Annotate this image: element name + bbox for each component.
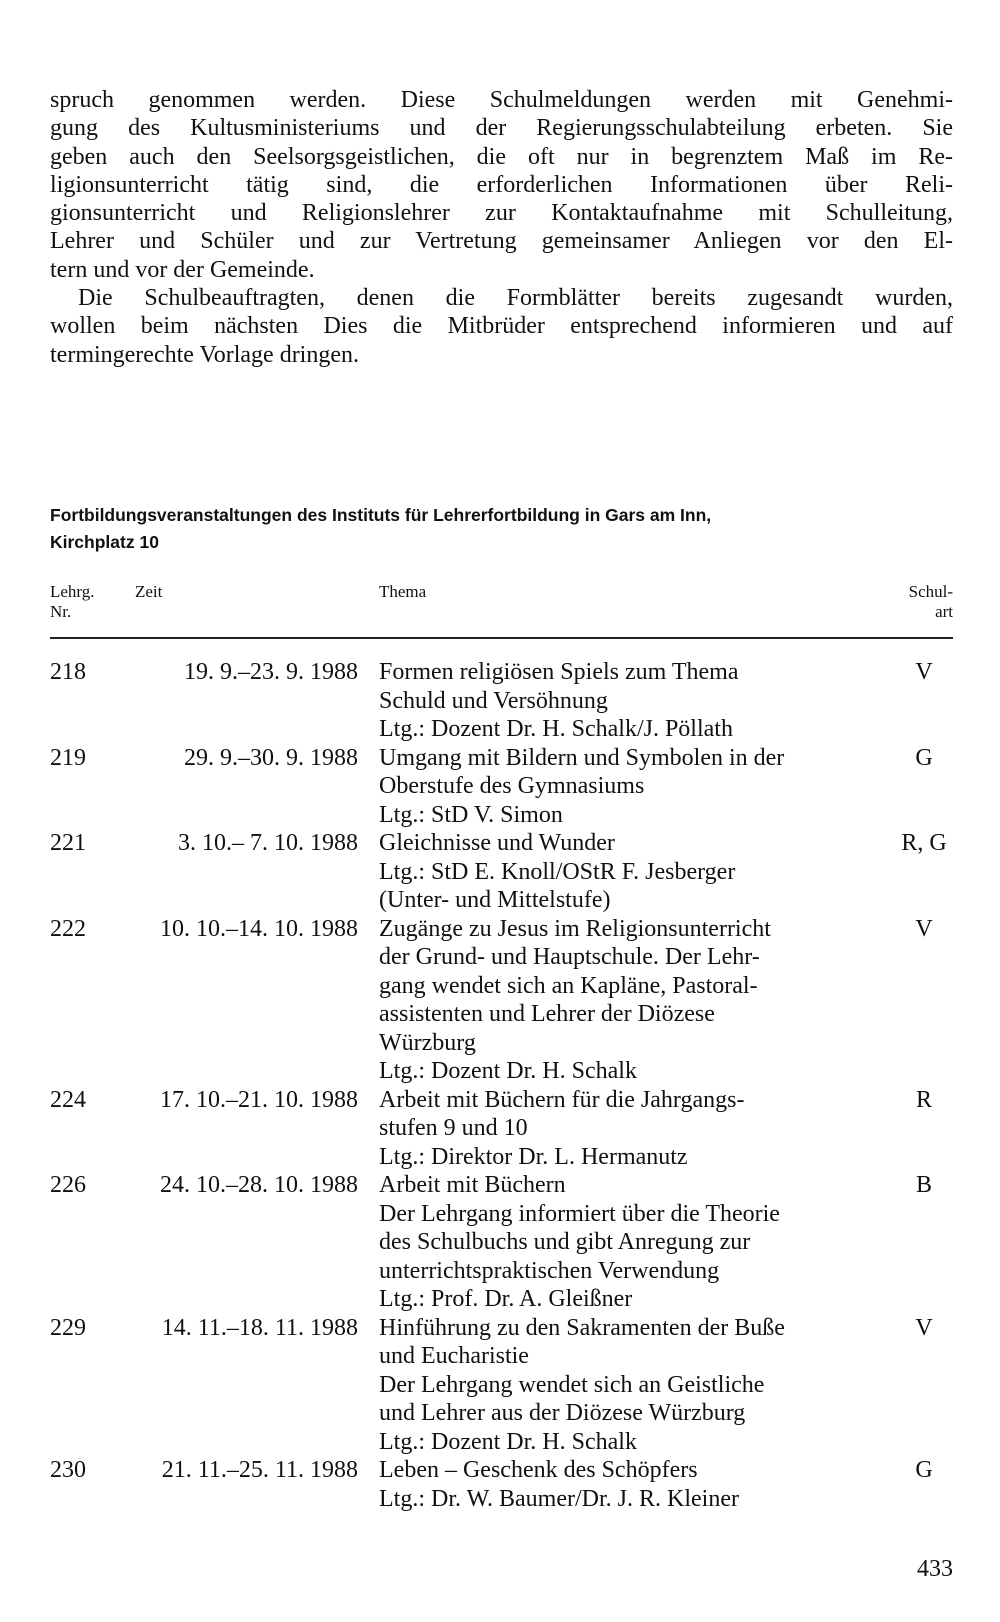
- course-table: [0, 658, 1000, 1513]
- course-number: 219: [50, 744, 86, 771]
- column-header-nr-line: Nr.: [50, 602, 72, 621]
- course-theme-line: Der Lehrgang informiert über die Theorie: [379, 1200, 780, 1227]
- course-theme-line: der Grund- und Hauptschule. Der Lehr-: [379, 944, 760, 970]
- course-school-type: R, G: [901, 830, 947, 856]
- intro-line: wollen beim nächsten Dies die Mitbrüder entsprechend informieren und auf: [50, 313, 953, 340]
- course-school-type: G: [915, 1457, 933, 1483]
- course-theme: [379, 1456, 884, 1513]
- course-theme-line: assistenten und Lehrer der Diözese: [379, 1001, 715, 1027]
- course-theme-line: Arbeit mit Büchern: [379, 1172, 566, 1198]
- course-theme-line: unterrichtspraktischen Verwendung: [379, 1257, 720, 1284]
- course-date: 19. 9.–23. 9. 1988: [184, 659, 358, 685]
- course-date: 17. 10.–21. 10. 1988: [160, 1086, 358, 1113]
- intro-line: termingerechte Vorlage dringen.: [50, 341, 359, 368]
- column-header-nr-line: Lehrg.: [50, 582, 95, 601]
- intro-line: gung des Kultusministeriums und der Regierungsschulabteilung erbeten. Sie: [50, 115, 953, 142]
- course-number: 218: [50, 659, 86, 685]
- course-theme-line: Würzburg: [379, 1029, 476, 1056]
- course-number: 226: [50, 1172, 86, 1198]
- course-theme-line: des Schulbuchs und gibt Anregung zur: [379, 1229, 751, 1255]
- course-row: [0, 915, 1000, 1086]
- course-theme-line: Schuld und Versöhnung: [379, 687, 608, 714]
- intro-line: ligionsunterricht tätig sind, die erforderlichen Informationen über Reli-: [50, 171, 953, 198]
- course-theme-line: Ltg.: StD V. Simon: [379, 801, 563, 828]
- heading-line: Fortbildungsveranstaltungen des Instituts für Lehrerfortbildung in Gars am Inn,: [50, 505, 712, 525]
- course-theme-line: und Eucharistie: [379, 1343, 529, 1369]
- course-theme: [379, 915, 884, 1086]
- course-theme-line: Arbeit mit Büchern für die Jahrgangs-: [379, 1086, 745, 1113]
- intro-line: tern und vor der Gemeinde.: [50, 256, 315, 283]
- intro-line: gionsunterricht und Religionslehrer zur Kontaktaufnahme mit Schulleitung,: [50, 200, 953, 227]
- course-school-type: B: [915, 1172, 932, 1198]
- course-theme-line: Gleichnisse und Wunder: [379, 830, 615, 856]
- intro-text: [50, 86, 953, 369]
- course-theme-line: Leben – Geschenk des Schöpfers: [379, 1457, 698, 1483]
- page-number: 433: [917, 1556, 953, 1582]
- course-row: [0, 744, 1000, 830]
- course-date: 3. 10.– 7. 10. 1988: [178, 830, 358, 856]
- course-row: [0, 1456, 1000, 1513]
- heading-line: Kirchplatz 10: [50, 532, 159, 552]
- course-theme-line: Umgang mit Bildern und Symbolen in der: [379, 744, 785, 771]
- course-theme-line: Zugänge zu Jesus im Religionsunterricht: [379, 915, 771, 942]
- course-row: [0, 1171, 1000, 1314]
- intro-line: geben auch den Seelsorgsgeistlichen, die oft nur in begrenztem Maß im Re-: [50, 143, 953, 170]
- intro-line: Lehrer und Schüler und zur Vertretung gemeinsamer Anliegen vor den El-: [50, 228, 953, 255]
- column-header-thema: Thema: [379, 582, 427, 601]
- course-row: [0, 829, 1000, 915]
- course-number: 222: [50, 915, 86, 942]
- course-number: 230: [50, 1457, 86, 1483]
- course-theme: [379, 829, 884, 915]
- course-date: 21. 11.–25. 11. 1988: [161, 1457, 358, 1483]
- course-theme-line: Ltg.: Dozent Dr. H. Schalk: [379, 1058, 637, 1084]
- course-date: 10. 10.–14. 10. 1988: [160, 915, 358, 942]
- course-theme-line: Hinführung zu den Sakramenten der Buße: [379, 1314, 785, 1341]
- column-header-zeit: Zeit: [135, 582, 163, 601]
- course-theme-line: Ltg.: Dr. W. Baumer/Dr. J. R. Kleiner: [379, 1485, 739, 1512]
- column-header-schulart-line: Schul-: [908, 582, 953, 601]
- course-theme-line: gang wendet sich an Kapläne, Pastoral-: [379, 972, 758, 999]
- course-row: [0, 658, 1000, 744]
- section-heading: [50, 502, 953, 556]
- course-theme: [379, 1314, 884, 1457]
- header-rule: [50, 637, 953, 639]
- course-school-type: R: [915, 1086, 932, 1113]
- course-theme-line: Ltg.: Dozent Dr. H. Schalk: [379, 1428, 637, 1455]
- course-theme-line: stufen 9 und 10: [379, 1115, 528, 1141]
- course-theme-line: Oberstufe des Gymnasiums: [379, 773, 645, 799]
- column-header-schulart-line: art: [935, 602, 953, 621]
- course-theme: [379, 1086, 884, 1172]
- course-theme: [379, 658, 884, 744]
- course-date: 29. 9.–30. 9. 1988: [184, 744, 358, 771]
- course-school-type: V: [915, 659, 933, 685]
- course-number: 229: [50, 1314, 86, 1341]
- course-theme: [379, 744, 884, 830]
- course-school-type: V: [915, 1314, 933, 1341]
- column-header-nr: [50, 582, 95, 622]
- column-header-schulart: [892, 582, 953, 622]
- intro-line: spruch genommen werden. Diese Schulmeldungen werden mit Genehmi-: [50, 87, 953, 113]
- course-theme-line: und Lehrer aus der Diözese Würzburg: [379, 1400, 746, 1426]
- course-row: [0, 1086, 1000, 1172]
- intro-line: Die Schulbeauftragten, denen die Formblätter bereits zugesandt wurden,: [78, 285, 953, 312]
- course-theme: [379, 1171, 884, 1314]
- course-theme-line: Ltg.: StD E. Knoll/OStR F. Jesberger: [379, 858, 736, 885]
- course-number: 221: [50, 830, 86, 856]
- course-theme-line: Ltg.: Direktor Dr. L. Hermanutz: [379, 1143, 688, 1170]
- course-school-type: V: [915, 915, 933, 942]
- course-theme-line: (Unter- und Mittelstufe): [379, 887, 611, 913]
- course-theme-line: Ltg.: Prof. Dr. A. Gleißner: [379, 1286, 633, 1312]
- course-theme-line: Der Lehrgang wendet sich an Geistliche: [379, 1371, 765, 1398]
- course-date: 24. 10.–28. 10. 1988: [160, 1172, 358, 1198]
- course-school-type: G: [915, 744, 933, 771]
- course-theme-line: Ltg.: Dozent Dr. H. Schalk/J. Pöllath: [379, 716, 733, 742]
- course-theme-line: Formen religiösen Spiels zum Thema: [379, 659, 739, 685]
- course-row: [0, 1314, 1000, 1457]
- course-date: 14. 11.–18. 11. 1988: [161, 1314, 358, 1341]
- course-number: 224: [50, 1086, 86, 1113]
